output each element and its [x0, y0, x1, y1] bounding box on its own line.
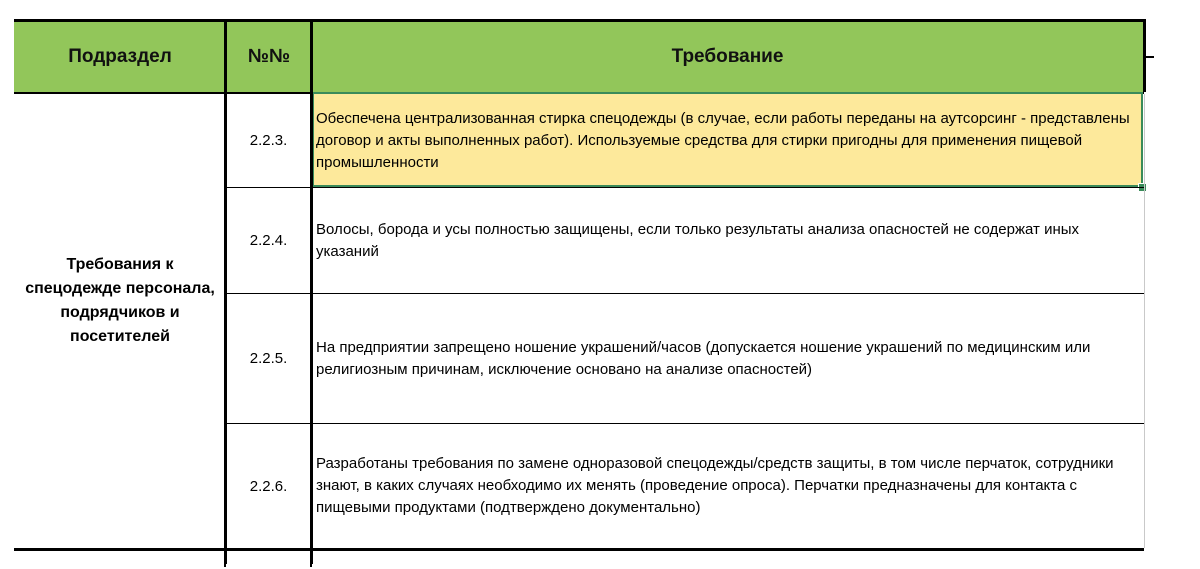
row-number-cell[interactable] [227, 94, 310, 187]
requirement-cell-selected[interactable] [316, 94, 1142, 187]
header-requirement[interactable]: Требование [312, 22, 1143, 92]
requirement-text: Волосы, борода и усы полностью защищены, если только результаты анализа опасностей не содержат иных указаний [316, 220, 1080, 260]
column-divider-right [1144, 94, 1145, 548]
header-subsection[interactable]: Подраздел [14, 22, 226, 92]
row-number: 2.2.4. [249, 232, 288, 249]
requirement-cell[interactable] [316, 294, 1142, 423]
header-right-stub [1146, 56, 1154, 58]
requirement-text: Разработаны требования по замене одноразовой спецодежды/средств защиты, в том числе перчаток, сотрудники знают, в каких случаях необходимо их менять (проведение опроса). Перчатки предназначены для контакта с пищевыми продуктами (подтверждено документально) [316, 455, 1114, 516]
row-number-cell[interactable] [227, 294, 310, 423]
requirement-cell[interactable] [316, 188, 1142, 293]
row-number-cell[interactable] [227, 424, 310, 548]
section-title: Требования к спецодежде персонала, подрядчиков и посетителей [25, 256, 215, 345]
row-number: 2.2.5. [249, 350, 288, 367]
column-divider-2 [310, 19, 313, 564]
row-number: 2.2.3. [249, 132, 288, 149]
header-number[interactable]: №№ [226, 22, 312, 92]
table-top-border [14, 19, 1144, 22]
requirement-text: На предприятии запрещено ношение украшений/часов (допускается ношение украшений по медицинским или религиозным причинам, исключение основано на анализе опасностей) [316, 338, 1091, 378]
table-bottom-border [14, 548, 1144, 551]
below-table-tick-2 [310, 551, 312, 567]
requirement-text: Обеспечена централизованная стирка спецодежды (в случае, если работы переданы на аутсорсинг - представлены договор и акты выполненных работ). Используемые средства для стирки пригодны для применения пищевой промышленности [316, 109, 1130, 171]
requirement-cell[interactable] [316, 424, 1142, 548]
row-number: 2.2.6. [249, 477, 288, 495]
row-number-cell[interactable] [227, 188, 310, 293]
section-cell[interactable] [18, 94, 222, 548]
below-table-tick-1 [224, 551, 226, 567]
